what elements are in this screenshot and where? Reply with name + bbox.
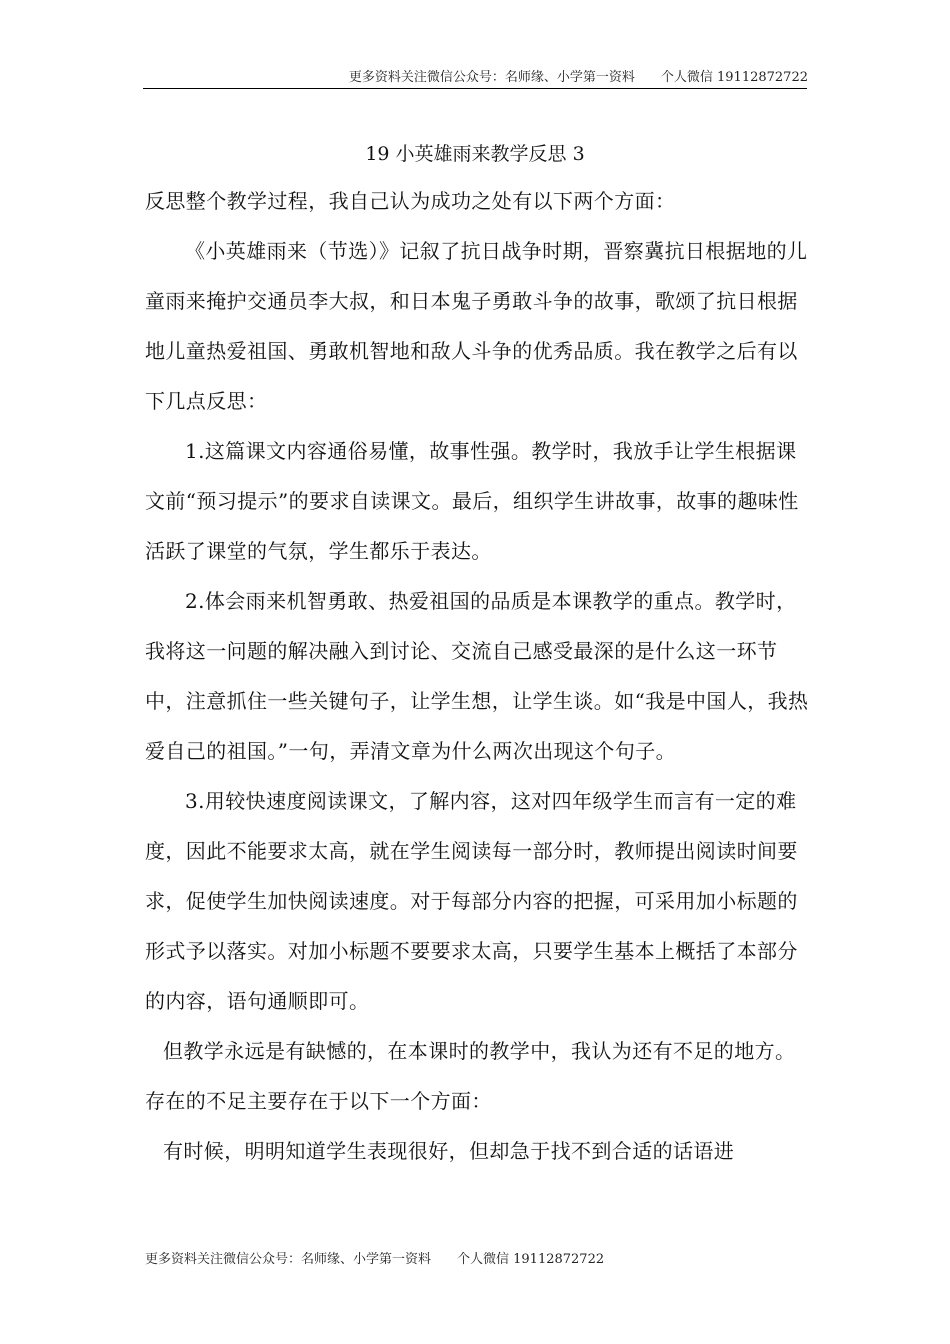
document-body [145,176,810,1176]
paragraph-shortcomings: 但教学永远是有缺憾的，在本课时的教学中，我认为还有不足的地方。存在的不足主要存在于以下一个方面： [145,1039,796,1113]
paragraph-point-2: 2.体会雨来机智勇敢、热爱祖国的品质是本课教学的重点。教学时，我将这一问题的解决融入到讨论、交流自己感受最深的是什么这一环节中，注意抓住一些关键句子，让学生想，让学生谈。如“我是中国人，我热爱自己的祖国。”一句，弄清文章为什么两次出现这个句子。 [145,589,809,763]
paragraph-point-3: 3.用较快速度阅读课文，了解内容，这对四年级学生而言有一定的难度，因此不能要求太高，就在学生阅读每一部分时，教师提出阅读时间要求，促使学生加快阅读速度。对于每部分内容的把握，可采用加小标题的形式予以落实。对加小标题不要要求太高，只要学生基本上概括了本部分的内容，语句通顺即可。 [145,789,798,1013]
paragraph-point-1: 1.这篇课文内容通俗易懂，故事性强。教学时，我放手让学生根据课文前“预习提示”的要求自读课文。最后，组织学生讲故事，故事的趣味性活跃了课堂的气氛，学生都乐于表达。 [145,439,799,563]
page-header: 更多资料关注微信公众号：名师缘、小学第一资料 个人微信 19112872722 [348,70,808,85]
header-divider [143,88,807,89]
paragraph-continued: 有时候，明明知道学生表现很好，但却急于找不到合适的话语进 [163,1139,735,1163]
paragraph-intro: 反思整个教学过程，我自己认为成功之处有以下两个方面： [145,189,676,213]
document-title: 19 小英雄雨来教学反思 3 [365,143,585,165]
page-footer: 更多资料关注微信公众号：名师缘、小学第一资料 个人微信 19112872722 [145,1252,605,1267]
paragraph-summary: 《小英雄雨来（节选）》记叙了抗日战争时期，晋察冀抗日根据地的儿童雨来掩护交通员李大叔，和日本鬼子勇敢斗争的故事，歌颂了抗日根据地儿童热爱祖国、勇敢机智地和敌人斗争的优秀品质。我在教学之后有以下几点反思： [145,239,808,413]
